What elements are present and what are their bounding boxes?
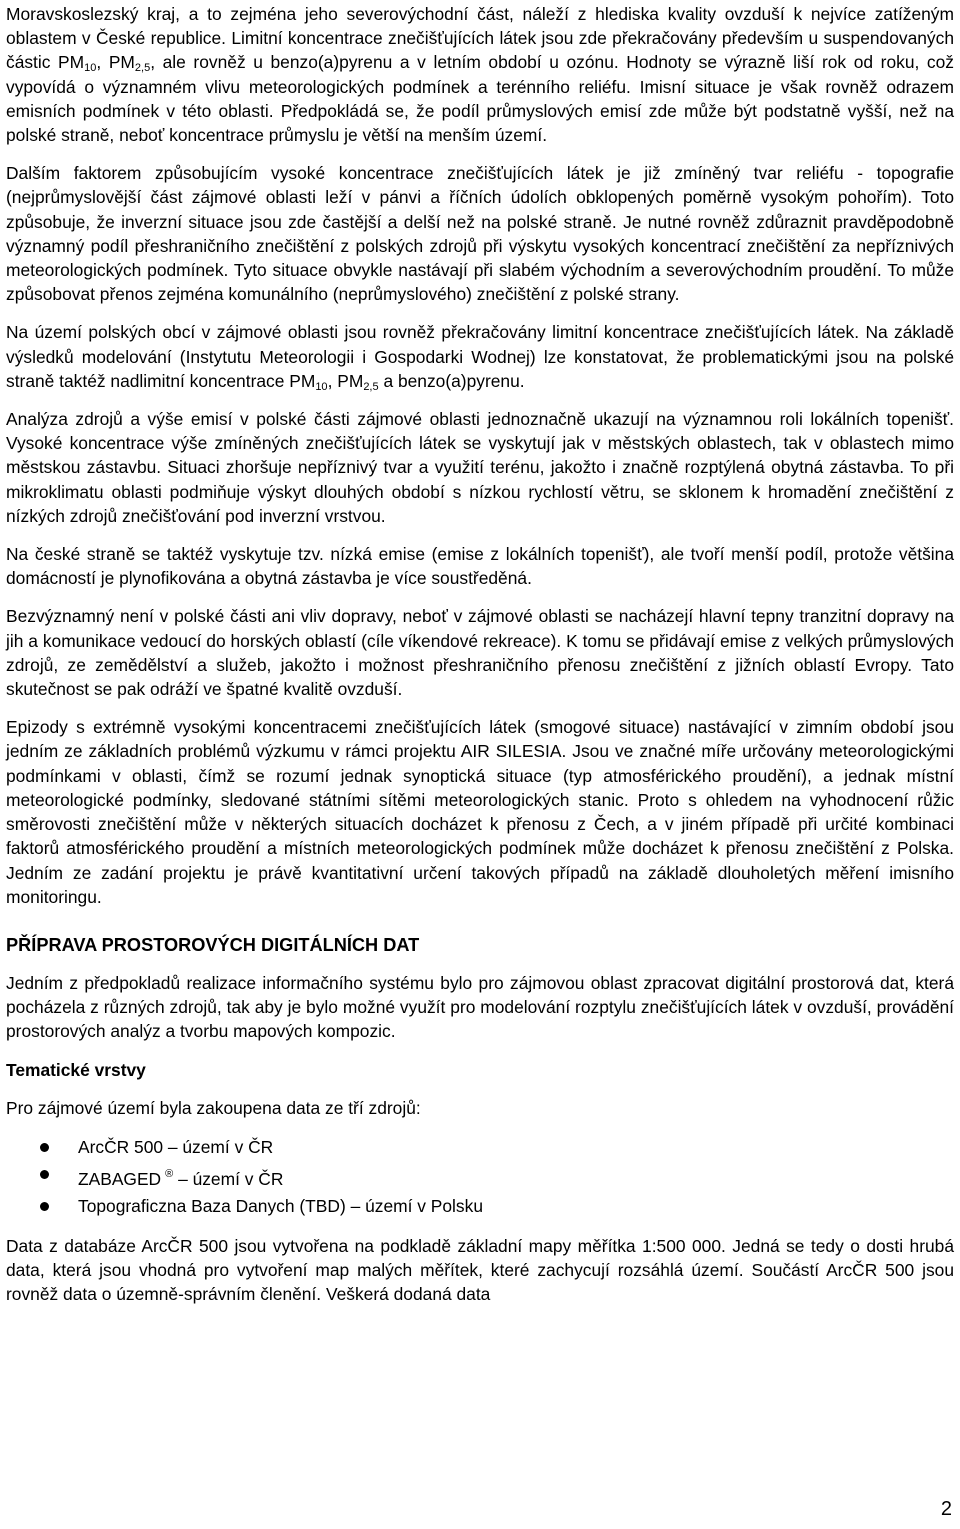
list-item: ZABAGED ® – území v ČR xyxy=(6,1161,954,1193)
paragraph-1: Moravskoslezský kraj, a to zejména jeho severovýchodní část, náleží z hlediska kvality ovzduší k nejvíce zatíženým oblastem v České republice. Limitní koncentrace znečišťujících látek jsou zde překračovány především u suspendovaných částic $PM_{10}$, $PM_{2,5}$, ale rovněž u benzo(a)pyrenu a v letním období u ozónu. Hodnoty se výrazně liší rok od roku, což vypovídá o významném vlivu meteorologických podmínek a terénního reliéfu. Imisní situace je však rovněž odrazem emisních podmínek v této oblasti. Předpokládá se, že podíl průmyslových emisí zde může být podstatně vyšší, než na polské straně, neboť koncentrace průmyslu je větší na menším území. xyxy=(6,4,954,146)
paragraph-7: Epizody s extrémně vysokými koncentracemi znečišťujících látek (smogové situace) nastávající v zimním období jsou jedním ze základních problémů výzkumu v rámci projektu AIR SILESIA. Jsou ve značné míře určovány meteorologickými podmínkami v oblasti, čímž se rozumí jednak synoptická situace (typ atmosférického proudění), a jednak místní meteorologické podmínky, sledované státními sítěmi meteorologických stanic. Proto s ohledem na vyhodnocení růžic směrovosti znečištění může v některých situacích docházet k přenosu z Čech, a v jiném případě při určité kombinaci faktorů atmosférického proudění a místních meteorologických podmínek může docházet k přenosu znečištění z Polska. Jedním ze zadání projektu je právě kvantitativní určení takových případů na základě dlouholetých měření imisního monitoringu. xyxy=(6,717,954,907)
paragraph-2: Dalším faktorem způsobujícím vysoké koncentrace znečišťujících látek je již zmíněný tvar reliéfu - topografie (nejprůmyslovější část zájmové oblasti leží v pánvi a říčních údolích obklopených poměrně vysokým pohořím). Toto způsobuje, že inverzní situace jsou zde častější a delší než na polské straně. Je nutné rovněž zdůraznit pravděpodobně významný podíl přeshraničního znečištění z polských zdrojů při výskytu vysokých koncentrací znečištění za nepříznivých meteorologických podmínek. Tyto situace obvykle nastávají při slabém východním a severovýchodním proudění. To může způsobovat přenos zejména komunálního (neprůmyslového) znečištění z polské strany. xyxy=(6,163,954,305)
bullet-icon xyxy=(40,1143,49,1152)
paragraph-6: Bezvýznamný není v polské části ani vliv dopravy, neboť v zájmové oblasti se nacházejí hlavní tepny tranzitní dopravy na jih a komunikace vedoucí do horských oblastí (cíle víkendové rekreace). K tomu se přidávají emise z velkých průmyslových zdrojů, ze zemědělství a služeb, jakožto i možnost přeshraničního přenosu znečištění z jižních oblastí Evropy. Tato skutečnost se pak odráží ve špatné kvalitě ovzduší. xyxy=(6,606,954,700)
registered-mark: ® xyxy=(165,1167,174,1180)
list-item: Topograficzna Baza Danych (TBD) – území v Polsku xyxy=(6,1193,954,1220)
bullet-icon xyxy=(40,1170,49,1179)
document-page xyxy=(6,2,954,1320)
subsection-heading: Tematické vrstvy xyxy=(6,1059,146,1080)
source-list xyxy=(6,1134,954,1220)
list-item: ArcČR 500 – území v ČR xyxy=(6,1134,954,1161)
bullet-icon xyxy=(40,1202,49,1211)
paragraph-8: Jedním z předpokladů realizace informačního systému bylo pro zájmovou oblast zpracovat digitální prostorová dat, která pocházela z různých zdrojů, tak aby je bylo možné využít pro modelování rozptylu znečišťujících látek v ovzduší, provádění prostorových analýz a tvorbu mapových kompozic. xyxy=(6,972,954,1042)
paragraph-4: Analýza zdrojů a výše emisí v polské části zájmové oblasti jednoznačně ukazují na významnou roli lokálních topenišť. Vysoké koncentrace výše zmíněných znečišťujících látek se vyskytují jak v městských oblastech, tak v oblastech mimo městskou zástavbu. Situaci zhoršuje nepříznivý tvar a využití terénu, jakožto i značně rozptýlená obytná zástavba. To při mikroklimatu oblasti podmiňuje výskyt dlouhých období s nízkou rychlostí větru, se sklonem k hromadění znečištění z nízkých zdrojů znečišťování pod inverzní vrstvou. xyxy=(6,409,954,526)
paragraph-10: Data z databáze ArcČR 500 jsou vytvořena na podkladě základní mapy měřítka 1:500 000. Jedná se tedy o dosti hrubá data, která jsou vhodná pro vytvoření map malých měřítek, které zachycují rozsáhlá území. Součástí ArcČR 500 jsou rovněž data o územně-správním členění. Veškerá dodaná data xyxy=(6,1235,954,1305)
page-number: 2 xyxy=(940,1498,952,1520)
paragraph-9: Pro zájmové území byla zakoupena data ze tří zdrojů: xyxy=(6,1097,421,1118)
paragraph-3: Na území polských obcí v zájmové oblasti jsou rovněž překračovány limitní koncentrace znečišťujících látek. Na základě výsledků modelování (Instytutu Meteorologii i Gospodarki Wodnej) lze konstatovat, že problematickými jsou na polské straně taktéž nadlimitní koncentrace $PM_{10}$, $PM_{2,5}$ a benzo(a)pyrenu. xyxy=(6,322,954,393)
section-heading: PŘÍPRAVA PROSTOROVÝCH DIGITÁLNÍCH DAT xyxy=(6,934,420,955)
paragraph-5: Na české straně se taktéž vyskytuje tzv. nízká emise (emise z lokálních topenišť), ale tvoří menší podíl, protože většina domácností je plynofikována a obytná zástavba je více soustředěná. xyxy=(6,544,954,589)
